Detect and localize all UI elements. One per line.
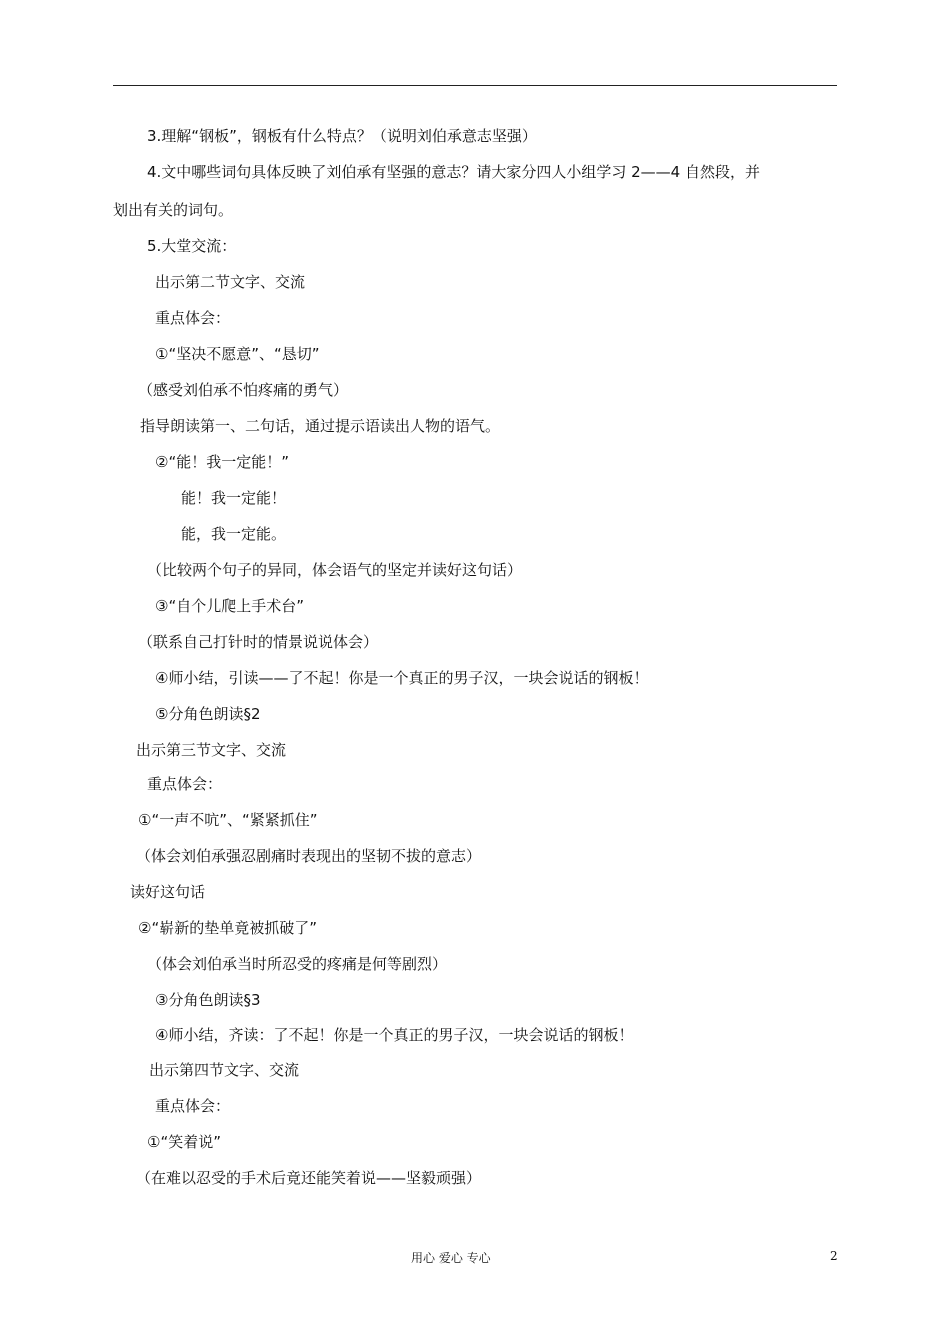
text-line: （比较两个句子的异同，体会语气的坚定并读好这句话） [147,561,523,579]
text-line: 读好这句话 [130,883,206,901]
text-line: （体会刘伯承强忍剧痛时表现出的坚韧不拔的意志） [136,847,482,865]
text-line: 出示第三节文字、交流 [136,741,287,759]
text-line: 出示第四节文字、交流 [149,1061,300,1079]
footer-motto: 用心 爱心 专心 [411,1251,491,1265]
text-line: 指导朗读第一、二句话，通过提示语读出人物的语气。 [140,417,501,435]
header-rule [113,85,837,86]
text-line: ①“坚决不愿意”、“恳切” [155,345,320,363]
text-line: （联系自己打针时的情景说说体会） [138,633,379,651]
text-line: 重点体会： [155,1097,231,1115]
text-line: 3.理解“钢板”，钢板有什么特点？（说明刘伯承意志坚强） [147,127,537,145]
text-line: 划出有关的词句。 [113,201,234,219]
text-line: 5.大堂交流： [147,237,237,255]
text-line: ①“一声不吭”、“紧紧抓住” [138,811,318,829]
text-line: ②“能！我一定能！” [155,453,289,471]
text-line: ⑤分角色朗读§2 [155,705,261,723]
text-line: 重点体会： [155,309,231,327]
text-line: ④师小结，引读——了不起！你是一个真正的男子汉，一块会说话的钢板！ [155,669,649,687]
text-line: 4.文中哪些词句具体反映了刘伯承有坚强的意志？请大家分四人小组学习 2——4 自然段，并 [147,163,760,181]
page-number: 2 [830,1249,838,1263]
text-line: （感受刘伯承不怕疼痛的勇气） [138,381,349,399]
text-line: ②“崭新的垫单竟被抓破了” [138,919,317,937]
text-line: 出示第二节文字、交流 [155,273,306,291]
text-line: ③“自个儿爬上手术台” [155,597,304,615]
text-line: （体会刘伯承当时所忍受的疼痛是何等剧烈） [147,955,448,973]
text-line: （在难以忍受的手术后竟还能笑着说——坚毅顽强） [136,1169,482,1187]
text-line: ①“笑着说” [147,1133,221,1151]
text-line: 能！我一定能！ [181,489,287,507]
text-line: 能，我一定能。 [181,525,287,543]
text-line: ③分角色朗读§3 [155,991,261,1009]
text-line: ④师小结，齐读：了不起！你是一个真正的男子汉，一块会说话的钢板！ [155,1026,634,1044]
text-line: 重点体会： [147,775,223,793]
